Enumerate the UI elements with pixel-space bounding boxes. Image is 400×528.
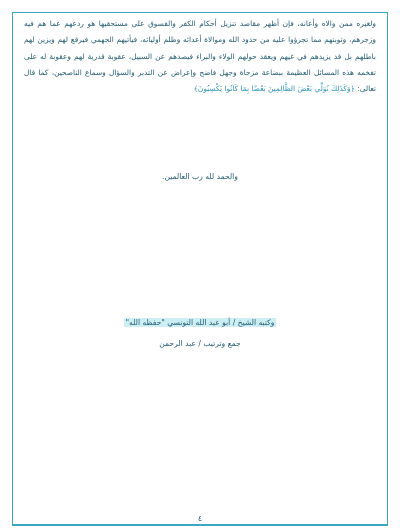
page-bottom-border [12,524,388,526]
page-number-value: ٤ [192,514,208,523]
author-line [0,318,400,327]
author-name: وكتبه الشيخ / أبو عبد الله التونسي "حفظه الله" [125,318,275,327]
body-text: ولغيره ممن والاه وأعانه، فإن أظهر مقاصد تنزيل أحكام الكفر والفسوق على مستحقيها هو ردعهم عما هم فيه وزجرهم، وتوبتهم مما تجرؤوا عليه من حدود الله وموالاة أعدائه وظلم أوليائه، فيأتيهم الجهمي فيرقع لهم ويزين لهم باطلهم بل قد يزيدهم في غيهم ويعقد حولهم الولاء والبراء فيصدهم عن السبيل، عقوبة قدرية لهم وعقوبة له على تفخمه هذه المسائل العظيمة ببضاعة مزجاة وجهل فاضح وإعراض عن التدبر والسؤال وسماع الناصحين، كما قال تعالى: [24,19,376,94]
closing-praise: والحمد لله رب العالمين. [162,172,238,181]
quran-verse: ﴿وَكَذَلِكَ نُوَلِّي بَعْضَ الظَّالِمِينَ بَعْضًا بِمَا كَانُوا يَكْسِبُونَ﴾ [193,84,355,94]
body-paragraph [24,16,376,97]
page-number [0,514,400,523]
compiler-line: جمع وترتيب / عبد الرحمن [159,339,241,348]
